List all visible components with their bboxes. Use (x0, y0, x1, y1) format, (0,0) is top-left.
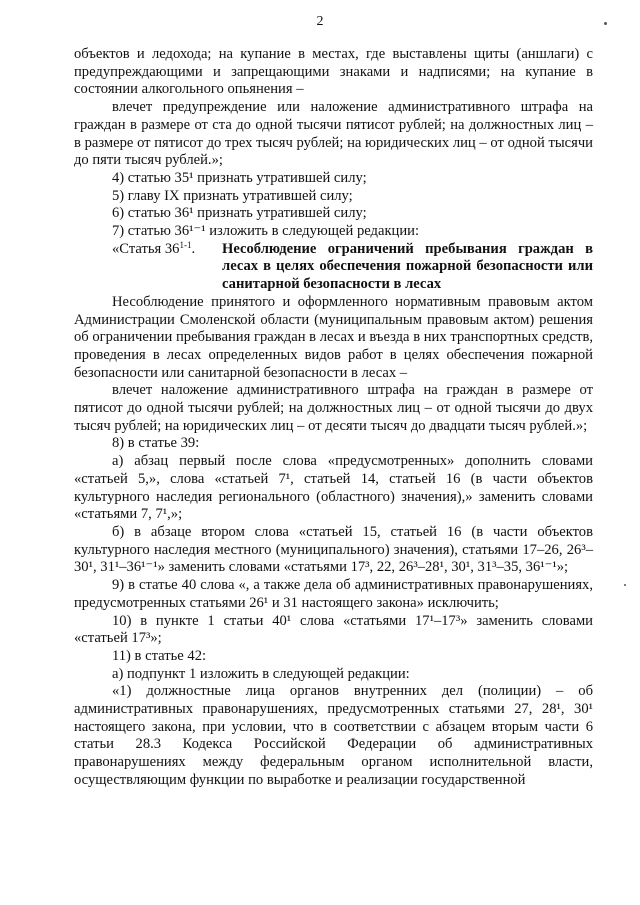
article-title: Несоблюдение ограничений пребывания граждан в лесах в целях обеспечения пожарной безопасности или санитарной безопасности в лесах (222, 240, 593, 293)
scan-speck (624, 584, 626, 586)
list-item: 8) в статье 39: (112, 435, 200, 452)
list-item: а) абзац первый после слова «предусмотренных» дополнить словами «статьей 5,», слова «статьей 7¹, статьей 14, статьей 16 (в части объектов культурного наследия регионального (областного) значения),» заменить словами «статьями 7, 7¹,»; (74, 453, 593, 523)
list-item: 6) статью 36¹ признать утратившей силу; (112, 205, 367, 222)
paragraph: Несоблюдение принятого и оформленного нормативным правовым актом Администрации Смоленской области (муниципальным правовым актом) решения об ограничении пребывания граждан в лесах и въезда в них транспортных средств, проведения в лесах определенных видов работ в целях обеспечения пожарной безопасности или санитарной безопасности в лесах – (74, 293, 593, 381)
page-number: 2 (316, 14, 324, 29)
article-number-suffix: . (191, 240, 196, 257)
article-number (74, 241, 222, 294)
scan-speck (604, 22, 607, 25)
list-item: 10) в пункте 1 статьи 40¹ слова «статьями 17¹–17³» заменить словами «статьей 17³»; (74, 612, 593, 647)
paragraph: влечет наложение административного штрафа на граждан в размере от пятисот до одной тысячи рублей; на должностных лиц – от одной тысячи до двух тысяч рублей; на юридических лиц – от десяти тысяч до двадцати тысяч рублей.»; (74, 382, 593, 434)
paragraph: «1) должностные лица органов внутренних дел (полиции) – об административных правонарушениях, предусмотренных статьями 27, 28¹, 30¹ настоящего закона, при условии, что в соответствии с абзацем вторым части 6 статьи 28.3 Кодекса Российской Федерации об административных правонарушениях между федеральным органом исполнительной власти, осуществляющим функции по выработке и реализации государственной (74, 683, 593, 788)
list-item: 7) статью 36¹⁻¹ изложить в следующей редакции: (112, 223, 420, 240)
list-item: 9) в статье 40 слова «, а также дела об административных правонарушениях, предусмотренных статьями 26¹ и 31 настоящего закона» исключить; (74, 577, 593, 611)
list-item: 4) статью 35¹ признать утратившей силу; (112, 169, 367, 186)
list-item: а) подпункт 1 изложить в следующей редакции: (112, 665, 410, 682)
paragraph: влечет предупреждение или наложение административного штрафа на граждан в размере от ста до одной тысячи пятисот рублей; на должностных лиц – в размере от пятисот до трех тысяч рублей; на юридических лиц – от одной тысячи до пяти тысяч рублей.»; (74, 99, 593, 169)
article-number-superscript: 1-1 (179, 239, 192, 250)
list-item: 11) в статье 42: (112, 647, 207, 664)
article-number-prefix: «Статья 36 (112, 240, 180, 257)
document-body (74, 46, 593, 790)
list-item: б) в абзаце втором слова «статьей 15, статьей 16 (в части объектов культурного наследия местного (муниципального) значения), статьями 17–26, 26³–30¹, 31¹–36¹⁻¹» заменить словами «статьями 17³, 22, 26³–28¹, 30¹, 31³–35, 36¹⁻¹»; (74, 523, 593, 576)
article-heading (74, 241, 593, 294)
list-item: 5) главу IX признать утратившей силу; (112, 187, 353, 204)
paragraph: объектов и ледохода; на купание в местах, где выставлены щиты (аншлаги) с предупреждающими и запрещающими знаками и надписями; на купание в состоянии алкогольного опьянения – (74, 46, 593, 98)
